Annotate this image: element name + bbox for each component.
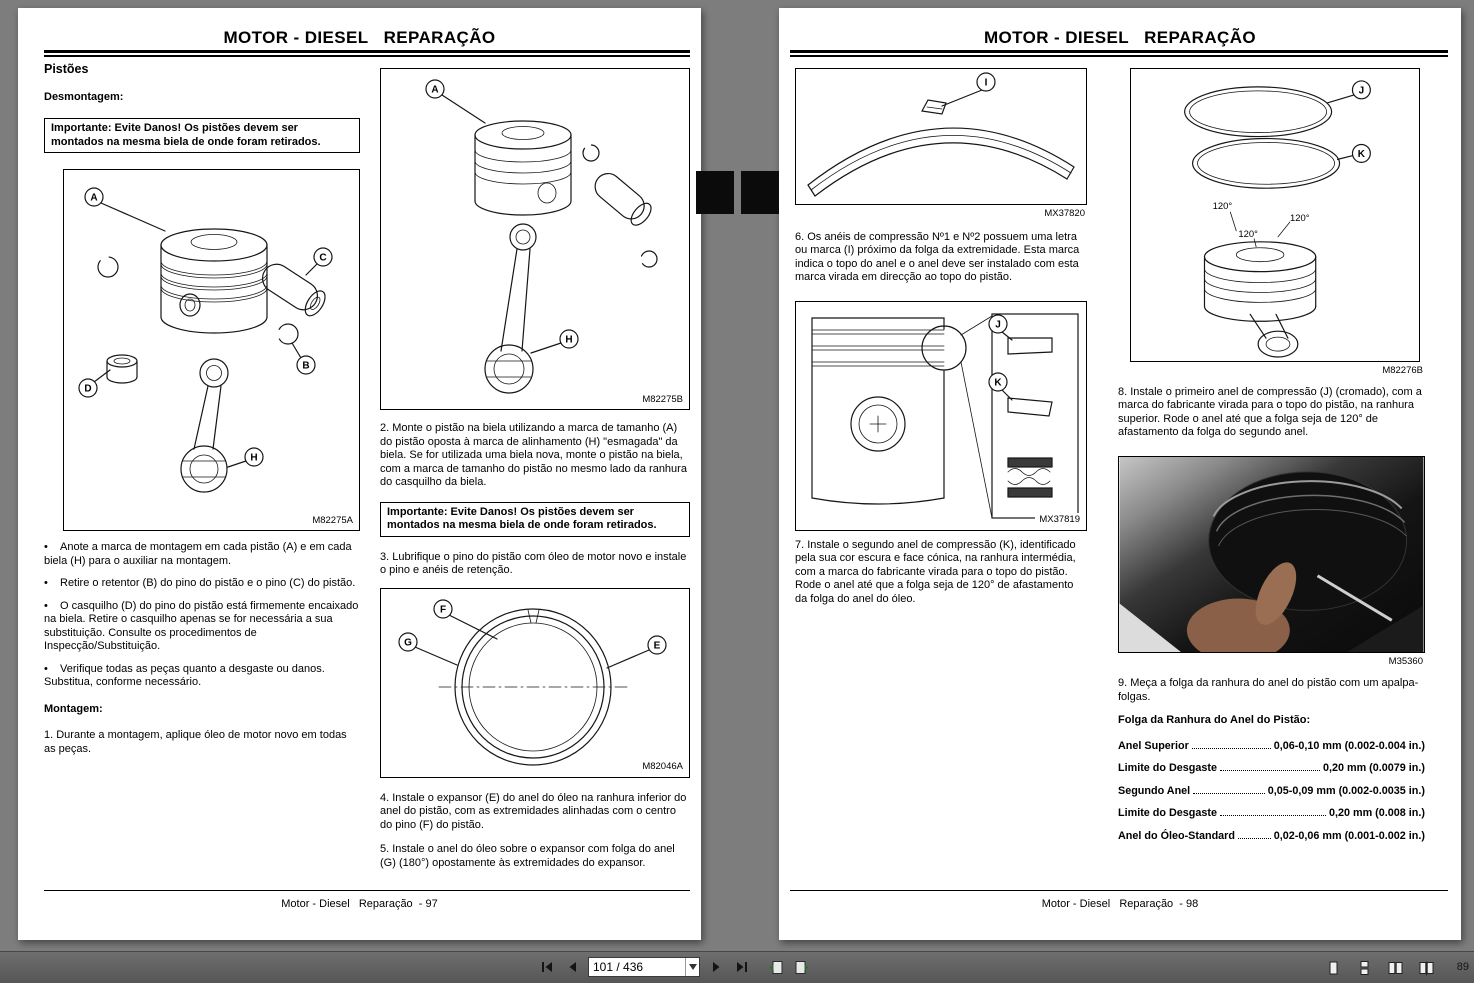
spec-value: 0,20 mm (0.0079 in.) bbox=[1322, 762, 1425, 774]
figure-piston-photo bbox=[1118, 456, 1425, 653]
spec-table-title: Folga da Ranhura do Anel do Pistão: bbox=[1118, 714, 1311, 726]
svg-text:F: F bbox=[439, 604, 447, 615]
figure-piston-on-rod bbox=[380, 68, 690, 410]
bullet-item: • Retire o retentor (B) do pino do pistão e o pino (C) do pistão. bbox=[44, 577, 360, 591]
dot-leader bbox=[1192, 748, 1271, 749]
figure-compression-ring-mark bbox=[795, 68, 1087, 205]
svg-text:A: A bbox=[431, 84, 439, 96]
svg-text:G: G bbox=[404, 637, 412, 648]
svg-text:K: K bbox=[994, 377, 1002, 388]
left-page-column-1 bbox=[44, 63, 360, 765]
step-3-text: 3. Lubrifique o pino do pistão com óleo de motor novo e instale o pino e anéis de retenção. bbox=[380, 550, 687, 576]
spec-row bbox=[1118, 807, 1425, 821]
svg-text:B: B bbox=[302, 360, 310, 372]
single-page-view-button[interactable] bbox=[1323, 958, 1343, 978]
spec-label: Limite do Desgaste bbox=[1118, 807, 1217, 819]
dot-leader bbox=[1193, 793, 1265, 794]
ring-sections-illustration bbox=[796, 302, 1086, 530]
svg-text:K: K bbox=[1357, 148, 1365, 160]
ring-gap-illustration bbox=[1131, 69, 1419, 361]
step-4-text: 4. Instale o expansor (E) do anel do óleo na ranhura inferior do anel do pistão, com as extremidades alinhadas com o centro do pino (F) do pistão. bbox=[380, 791, 687, 831]
left-page-column-2 bbox=[380, 68, 690, 879]
spec-value: 0,05-0,09 mm (0.002-0.0035 in.) bbox=[1267, 784, 1425, 797]
piston-rod-illustration bbox=[381, 69, 689, 409]
section-index-tab bbox=[741, 171, 779, 214]
figure-label-b bbox=[292, 343, 315, 374]
spec-label: Limite do Desgaste bbox=[1118, 762, 1217, 774]
figure-piston-exploded bbox=[63, 169, 360, 531]
figure-oil-ring-expander bbox=[380, 588, 690, 778]
page-number-box[interactable] bbox=[588, 957, 700, 977]
bullet-item: • Verifique todas as peças quanto a desgaste ou danos. Substitua, conforme necessário. bbox=[44, 663, 360, 690]
figure-label-a bbox=[426, 80, 485, 123]
footer-rule bbox=[790, 890, 1448, 891]
spec-label: Anel Superior bbox=[1118, 739, 1189, 752]
important-note: Importante: Evite Danos! Os pistões devem ser montados na mesma biela de onde foram retirados. bbox=[380, 502, 690, 537]
figure-caption: M35360 bbox=[1388, 655, 1423, 667]
figure-label-e bbox=[607, 636, 666, 668]
spec-label: Anel do Óleo-Standard bbox=[1118, 829, 1235, 842]
manual-page-98 bbox=[779, 8, 1461, 940]
ring-mark-illustration bbox=[796, 69, 1086, 204]
page-layout-controls bbox=[1323, 958, 1436, 978]
figure-caption: M82276B bbox=[1382, 365, 1423, 376]
page-number-input[interactable] bbox=[589, 960, 685, 974]
figure-caption: M82275B bbox=[638, 393, 683, 407]
next-page-button[interactable] bbox=[706, 957, 726, 977]
step-8-text: 8. Instale o primeiro anel de compressão (J) (cromado), com a marca do fabricante virada para o topo do pistão, na ranhura superior. Rode o anel até que a folga seja de 120° de afastamento da folga do segundo anel. bbox=[1118, 385, 1422, 438]
svg-text:J: J bbox=[1358, 85, 1365, 97]
previous-page-button[interactable] bbox=[562, 957, 582, 977]
step-2-text: 2. Monte o pistão na biela utilizando a marca de tamanho (A) do pistão oposta à marca de alinhamento (H) "esmagada" da biela. Se for utilizada uma biela nova, monte o pistão na biela, com a marca de tamanho do pistão no mesmo lado da ranhura do casquilho da biela. bbox=[380, 422, 687, 488]
dot-leader bbox=[1238, 838, 1271, 839]
figure-ring-cross-sections bbox=[795, 301, 1087, 531]
angle-annotation: 120° bbox=[1290, 211, 1310, 223]
header-rule bbox=[790, 50, 1448, 57]
disassembly-heading: Desmontagem: bbox=[44, 90, 124, 103]
step-7-text: 7. Instale o segundo anel de compressão (K), identificado pela sua cor escura e face cónica, na ranhura intermédia, com a marca do fabricante virada para o topo do pistão. Rode o anel até que a folga seja de 120° de afastamento da folga do anel do óleo. bbox=[795, 538, 1076, 605]
page-header: MOTOR - DIESEL REPARAÇÃO bbox=[223, 28, 496, 47]
continuous-view-button[interactable] bbox=[1354, 958, 1374, 978]
page-navigation bbox=[536, 957, 812, 977]
figure-caption: MX37820 bbox=[1044, 208, 1085, 219]
previous-view-button[interactable] bbox=[766, 957, 786, 977]
dot-leader bbox=[1220, 815, 1326, 816]
angle-annotation: 120° bbox=[1212, 200, 1233, 212]
spec-row bbox=[1118, 762, 1425, 776]
figure-label-k bbox=[1338, 144, 1371, 162]
right-page-column-1 bbox=[795, 68, 1087, 615]
page-header: MOTOR - DIESEL REPARAÇÃO bbox=[983, 28, 1257, 47]
step-6-text: 6. Os anéis de compressão Nº1 e Nº2 possuem uma letra ou marca (I) próximo da folga da extremidade. Esta marca indica o topo do anel e o anel deve ser instalado com esta marca virada em direcção ao topo do pistão. bbox=[795, 230, 1080, 283]
figure-ring-gap-spacing bbox=[1130, 68, 1420, 362]
step-1-text: 1. Durante a montagem, aplique óleo de motor novo em todas as peças. bbox=[44, 729, 347, 755]
figure-label-i bbox=[942, 73, 995, 106]
page-footer: Motor - Diesel Reparação - 98 bbox=[1041, 898, 1199, 910]
svg-text:H: H bbox=[565, 334, 573, 346]
right-page-column-2 bbox=[1118, 68, 1425, 852]
figure-label-g bbox=[399, 633, 457, 665]
page-footer: Motor - Diesel Reparação - 97 bbox=[281, 898, 438, 910]
figure-label-d bbox=[79, 370, 110, 397]
figure-caption: M82275A bbox=[308, 514, 353, 528]
spec-label: Segundo Anel bbox=[1118, 784, 1191, 797]
svg-text:C: C bbox=[319, 252, 327, 264]
spec-row bbox=[1118, 740, 1425, 754]
figure-caption: MX37819 bbox=[1035, 513, 1080, 527]
spec-value: 0,02-0,06 mm (0.001-0.002 in.) bbox=[1273, 829, 1425, 842]
oil-ring-illustration bbox=[381, 589, 689, 777]
figure-label-h bbox=[228, 448, 263, 467]
svg-text:J: J bbox=[995, 319, 1001, 330]
svg-text:A: A bbox=[90, 192, 98, 204]
manual-page-97 bbox=[18, 8, 701, 940]
spec-row bbox=[1118, 830, 1425, 844]
spec-row bbox=[1118, 785, 1425, 799]
last-page-button[interactable] bbox=[732, 957, 752, 977]
figure-caption: M82046A bbox=[638, 760, 683, 774]
first-page-button[interactable] bbox=[536, 957, 556, 977]
next-view-button[interactable] bbox=[792, 957, 812, 977]
angle-annotation: 120° bbox=[1238, 227, 1258, 239]
bullet-item: • Anote a marca de montagem em cada pistão (A) e em cada biela (H) para o auxiliar na montagem. bbox=[44, 541, 360, 568]
viewer-toolbar bbox=[0, 951, 1474, 983]
svg-text:I: I bbox=[984, 77, 988, 89]
important-note: Importante: Evite Danos! Os pistões devem ser montados na mesma biela de onde foram retirados. bbox=[44, 118, 360, 153]
page-dropdown-arrow[interactable] bbox=[685, 958, 699, 976]
dot-leader bbox=[1220, 770, 1320, 771]
piston-exploded-illustration bbox=[64, 170, 359, 530]
svg-text:E: E bbox=[653, 640, 661, 651]
piston-photo-image bbox=[1119, 457, 1424, 652]
figure-label-a bbox=[85, 188, 165, 231]
step-9-text: 9. Meça a folga da ranhura do anel do pistão com um apalpa-folgas. bbox=[1118, 677, 1419, 703]
book-view-button[interactable] bbox=[1416, 958, 1436, 978]
svg-text:H: H bbox=[250, 452, 258, 464]
assembly-heading: Montagem: bbox=[44, 702, 103, 715]
spec-value: 0,20 mm (0.008 in.) bbox=[1328, 807, 1425, 819]
section-title: Pistões bbox=[44, 62, 89, 76]
facing-pages-view-button[interactable] bbox=[1385, 958, 1405, 978]
header-rule bbox=[44, 50, 690, 57]
figure-label-j bbox=[1328, 81, 1371, 103]
zoom-level-text: 89 bbox=[1456, 961, 1469, 973]
spec-value: 0,06-0,10 mm (0.002-0.004 in.) bbox=[1273, 739, 1425, 752]
figure-label-h bbox=[531, 330, 578, 353]
figure-label-c bbox=[306, 248, 332, 275]
svg-text:D: D bbox=[84, 383, 92, 395]
bullet-item: • O casquilho (D) do pino do pistão está firmemente encaixado na biela. Retire o casquilho apenas se for necessária a sua substituição. Consulte os procedimentos de Inspecção/Substituição. bbox=[44, 600, 360, 654]
footer-rule bbox=[44, 890, 690, 891]
section-index-tab bbox=[696, 171, 734, 214]
step-5-text: 5. Instale o anel do óleo sobre o expansor com folga do anel (G) (180°) opostamente às extremidades do expansor. bbox=[380, 843, 675, 869]
